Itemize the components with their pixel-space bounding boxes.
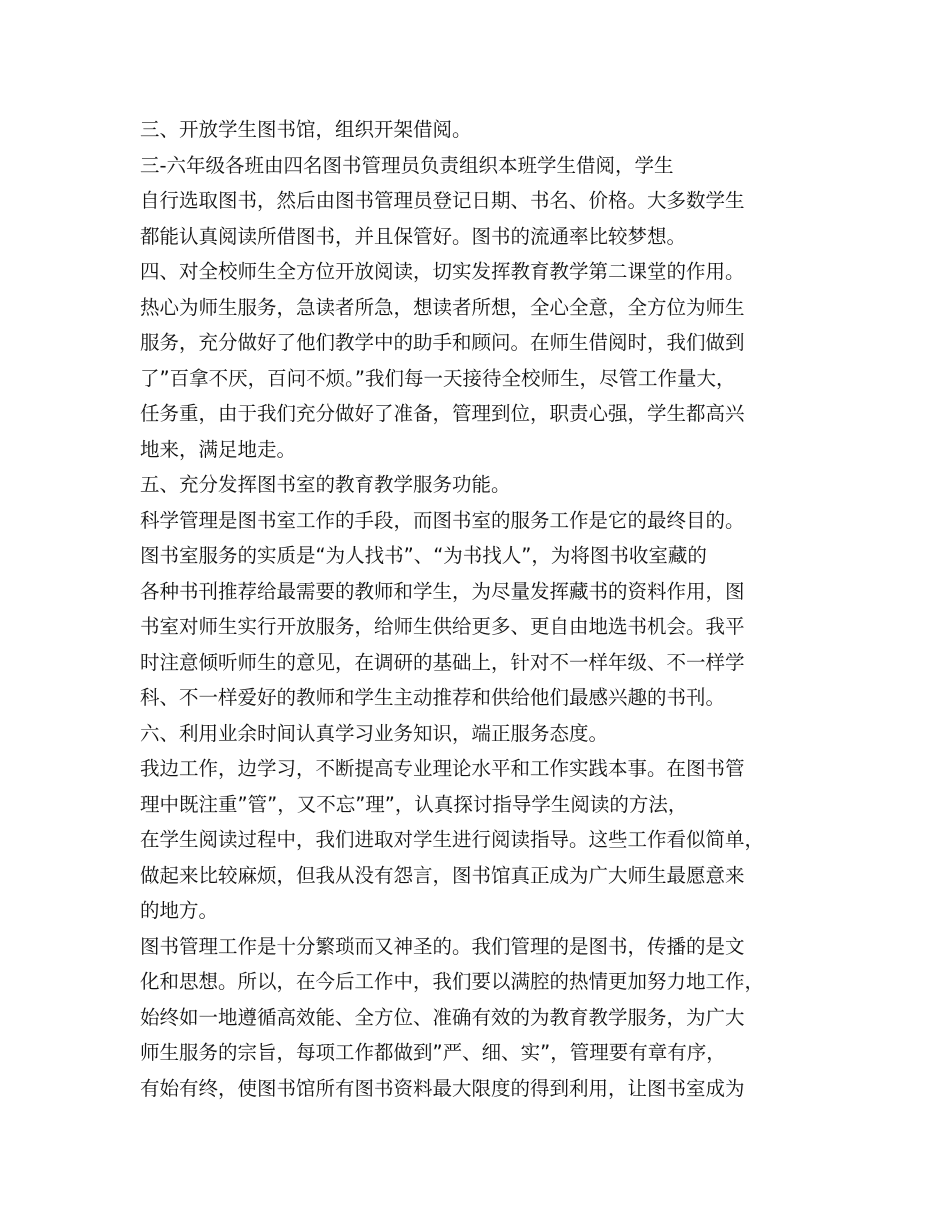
text-line: 科学管理是图书室工作的手段，而图书室的服务工作是它的最终目的。 [140, 508, 745, 532]
document-body [140, 112, 830, 1106]
text-line: 化和思想。所以，在今后工作中，我们要以满腔的热情更加努力地工作， [140, 970, 765, 993]
text-line: 时注意倾听师生的意见，在调研的基础上，针对不一样年级、不一样学 [140, 650, 745, 674]
text-line: 在学生阅读过程中，我们进取对学生进行阅读指导。这些工作看似简单， [140, 828, 765, 851]
text-line: 三-六年级各班由四名图书管理员负责组织本班学生借阅，学生 [140, 153, 674, 177]
text-line: 科、不一样爱好的教师和学生主动推荐和供给他们最感兴趣的书刊。 [140, 686, 726, 709]
text-line: 书室对师生实行开放服务，给师生供给更多、更自由地选书机会。我平 [140, 615, 745, 638]
text-line: 各种书刊推荐给最需要的教师和学生，为尽量发挥藏书的资料作用，图 [140, 579, 745, 603]
text-line: 任务重，由于我们充分做好了准备，管理到位，职责心强，学生都高兴 [140, 402, 745, 425]
text-line: 自行选取图书，然后由图书管理员登记日期、书名、价格。大多数学生 [140, 189, 745, 212]
text-line: 都能认真阅读所借图书，并且保管好。图书的流通率比较梦想。 [140, 224, 687, 248]
text-line: 服务，充分做好了他们教学中的助手和顾问。在师生借阅时，我们做到 [140, 331, 745, 354]
text-line: 的地方。 [140, 899, 219, 922]
text-line: 始终如一地遵循高效能、全方位、准确有效的为教育教学服务，为广大 [140, 1005, 745, 1029]
text-line: 地来，满足地走。 [140, 437, 297, 461]
text-line: 理中既注重”管”，又不忘”理”，认真探讨指导学生阅读的方法， [140, 792, 688, 816]
text-line: 我边工作，边学习，不断提高专业理论水平和工作实践本事。在图书管 [140, 757, 745, 780]
text-line: 五、充分发挥图书室的教育教学服务功能。 [140, 473, 511, 496]
text-line: 了”百拿不厌，百问不烦。”我们每一天接待全校师生，尽管工作量大， [140, 366, 736, 390]
text-line: 有始有终，使图书馆所有图书资料最大限度的得到利用，让图书室成为 [140, 1076, 745, 1100]
text-line: 做起来比较麻烦，但我从没有怨言，图书馆真正成为广大师生最愿意来 [140, 863, 745, 887]
text-line: 图书室服务的实质是“为人找书”、“为书找人”，为将图书收室藏的 [140, 544, 707, 567]
text-line: 图书管理工作是十分繁琐而又神圣的。我们管理的是图书，传播的是文 [140, 934, 745, 958]
text-line: 师生服务的宗旨，每项工作都做到”严、细、实”，管理要有章有序， [140, 1041, 726, 1064]
text-line: 三、开放学生图书馆，组织开架借阅。 [140, 118, 472, 141]
text-line: 热心为师生服务，急读者所急，想读者所想，全心全意，全方位为师生 [140, 295, 745, 319]
text-line: 四、对全校师生全方位开放阅读，切实发挥教育教学第二课堂的作用。 [140, 260, 745, 283]
text-line: 六、利用业余时间认真学习业务知识，端正服务态度。 [140, 721, 609, 745]
